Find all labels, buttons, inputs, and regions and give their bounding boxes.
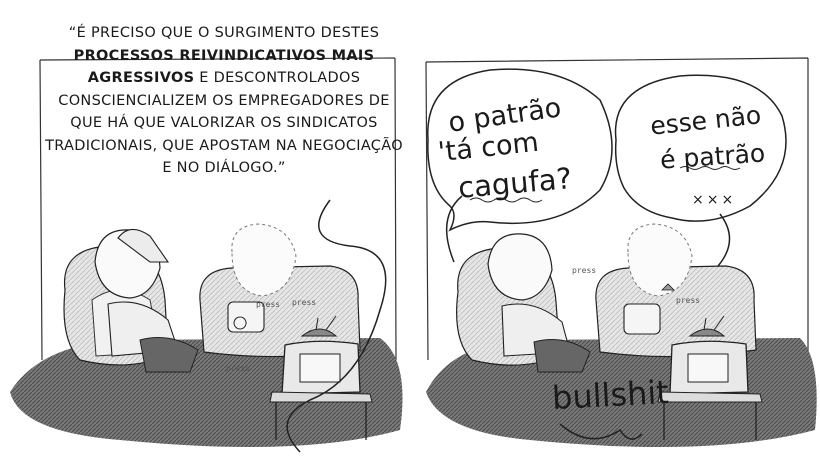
- exclamation-bullshit: bullshit: [551, 372, 670, 418]
- armchair-left: [457, 234, 590, 372]
- bubble-2-line-2: é patrão: [659, 138, 767, 175]
- bubble-1-line-1: o patrão: [446, 92, 564, 139]
- bubble-1-line-3: cagufa?: [456, 161, 574, 205]
- quote-text-rest: E DESCONTROLADOS CONSCIENCIALIZEM OS EMPREGADORES DE QUE HÁ QUE VALORIZAR OS SINDICATOS TRADICIONAIS, QUE APOSTAM NA NEGOCIAÇÃO E NO DIÁLOGO.”: [45, 70, 403, 176]
- newspaper-quote: [44, 22, 404, 180]
- quote-text-start: “É PRECISO QUE O SURGIMENTO DESTES: [68, 25, 380, 41]
- bubble-2-line-1: esse não: [648, 100, 763, 141]
- comic-panel-2: [410, 0, 820, 462]
- sfx-press: press: [676, 296, 701, 305]
- sofa-right: [596, 224, 756, 357]
- sfx-press: press: [226, 364, 251, 373]
- bubble-2-marks: ×××: [692, 192, 737, 208]
- quote-bold-1: PROCESSOS REIVINDICATIVOS MAIS: [73, 47, 375, 64]
- sfx-press: press: [256, 300, 281, 309]
- sfx-press: press: [292, 298, 317, 307]
- bubble-1-line-2: 'tá com: [436, 126, 541, 169]
- quote-bold-2: AGRESSIVOS: [87, 70, 195, 86]
- sfx-press: press: [572, 266, 597, 275]
